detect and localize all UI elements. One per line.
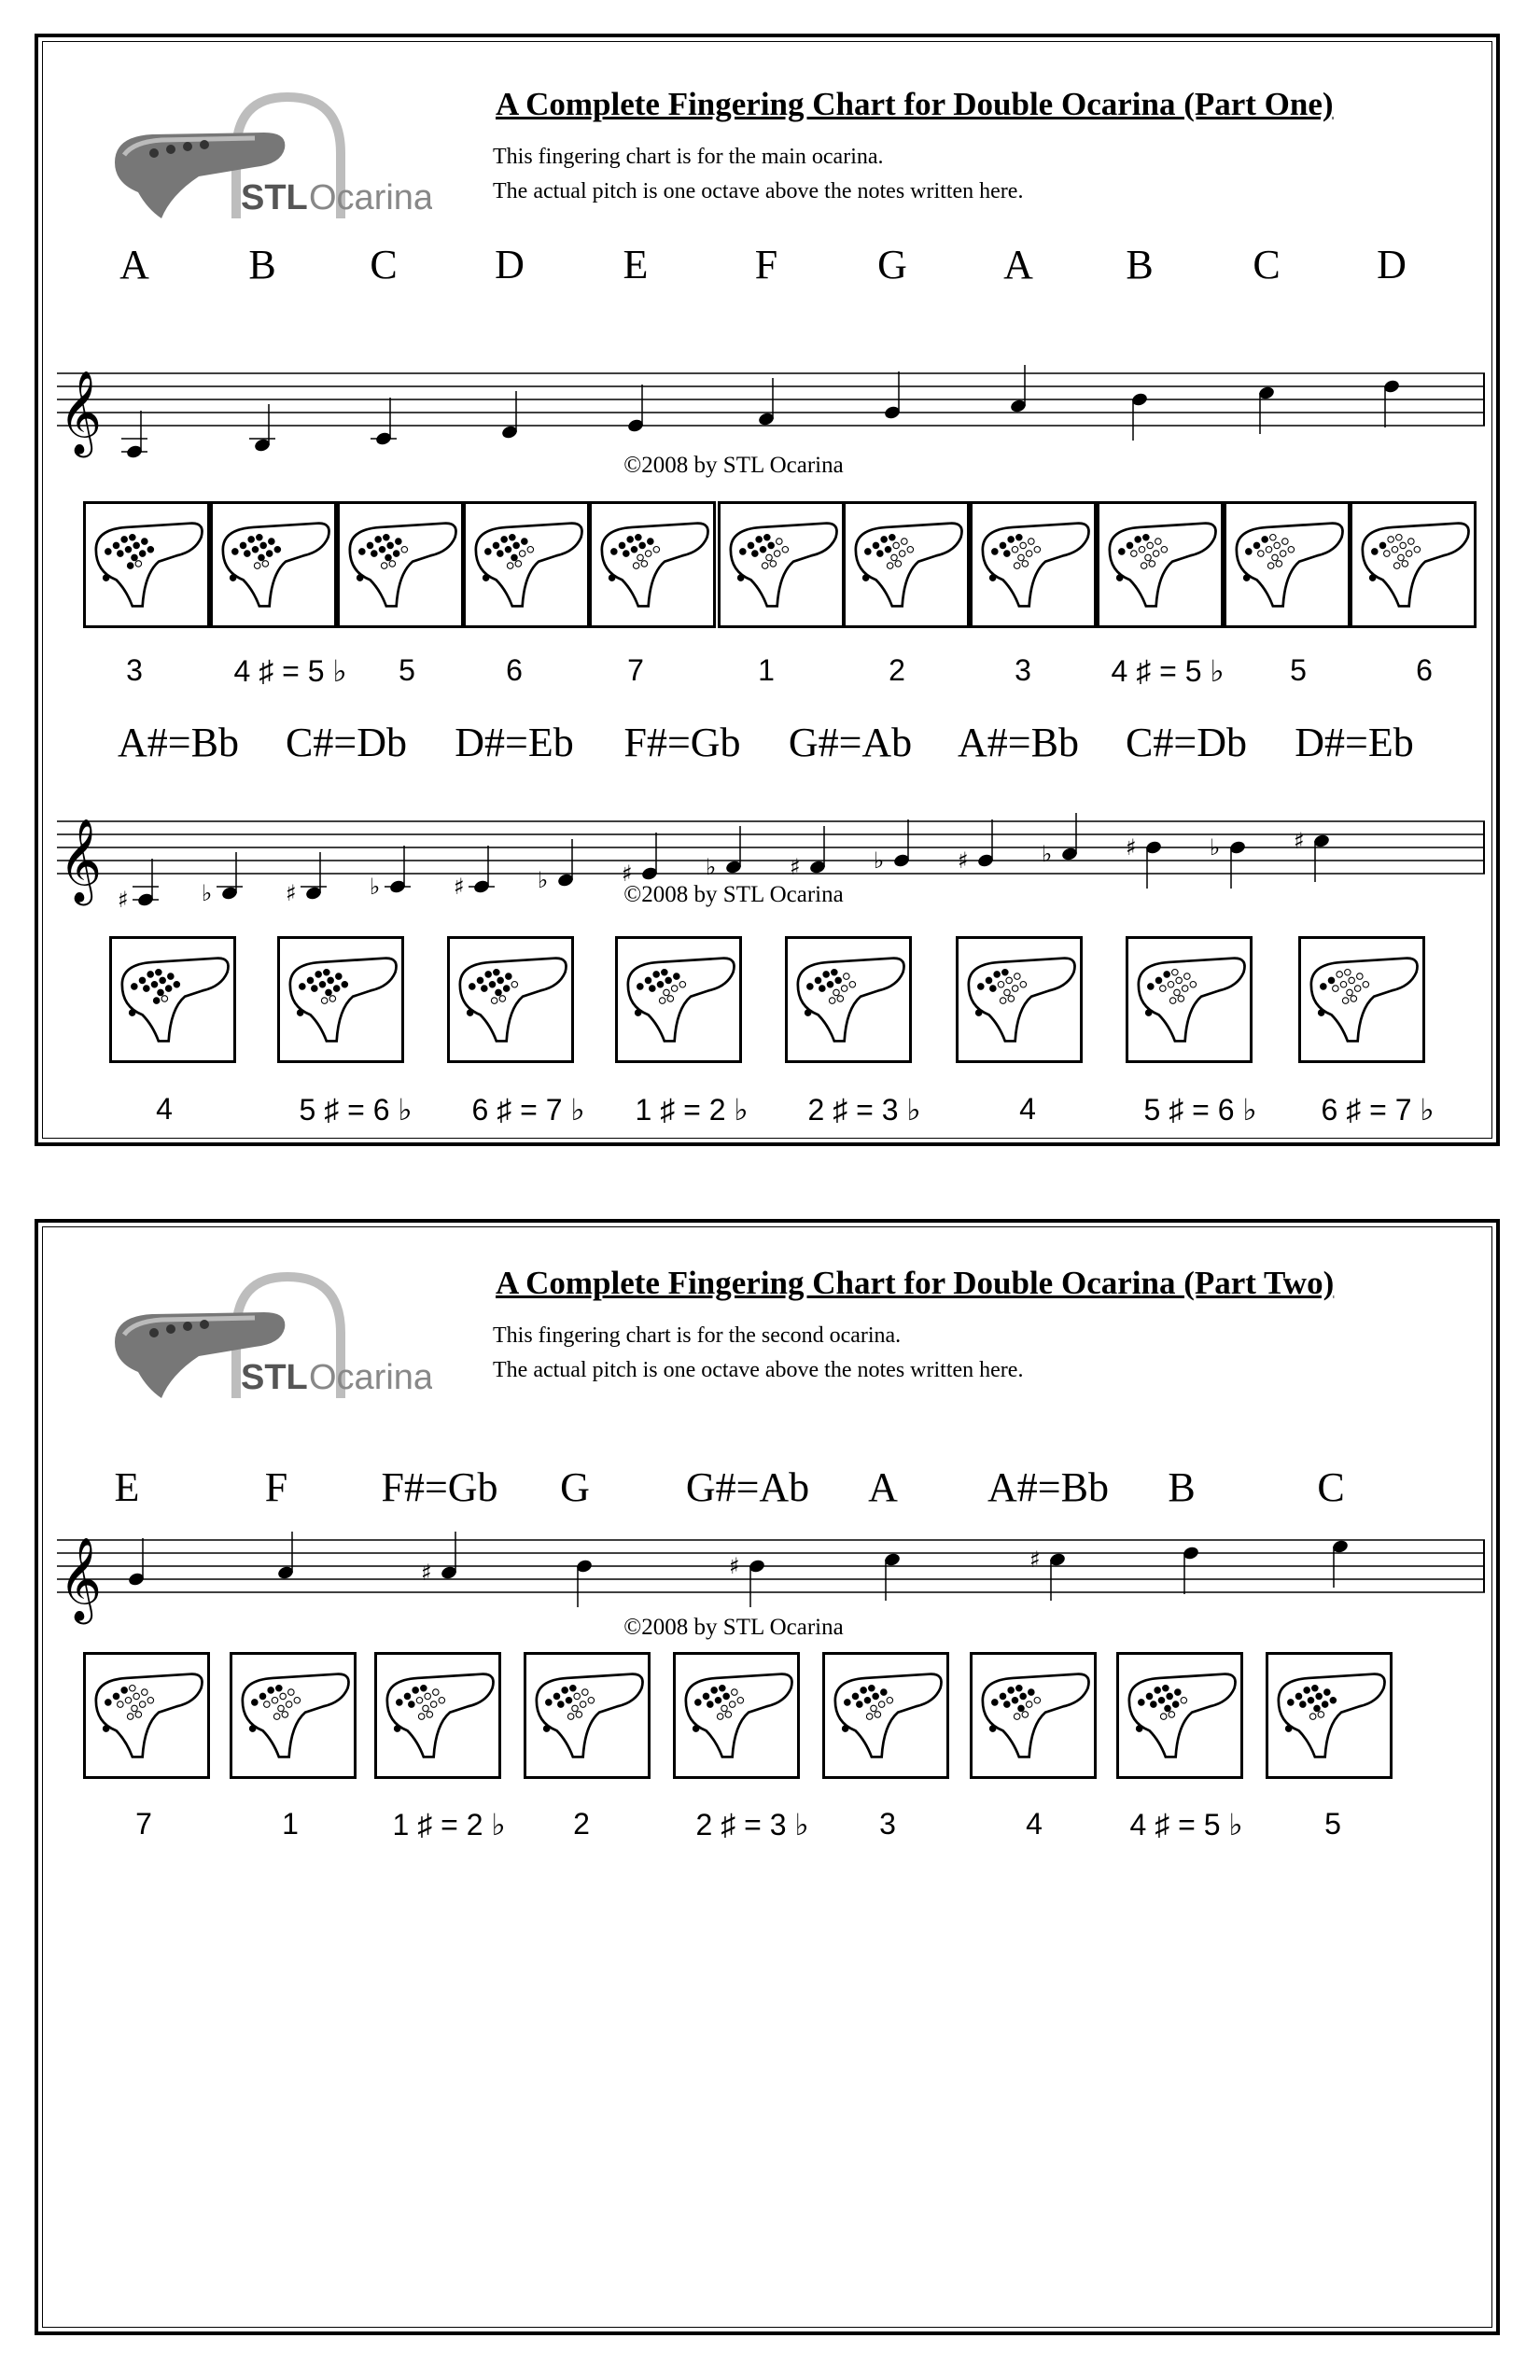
note-name-label: F#=Gb [381,1464,498,1510]
part-one-title: A Complete Fingering Chart for Double Ocarina (Part One) [496,86,1334,122]
fingering-box [673,1652,800,1779]
ocarina-fingering-icon [618,939,739,1060]
fingering-box [718,501,845,628]
svg-text:STL: STL [241,178,308,217]
ocarina-fingering-icon [1268,1655,1390,1776]
note-name-label: B [1168,1464,1196,1510]
note-name-label: A [868,1464,898,1510]
fingering-box [374,1652,501,1779]
jianpu-number: 5 [1290,653,1307,687]
sharp-icon: ♯ [729,1553,740,1579]
part-one-subtitle-line2: The actual pitch is one octave above the notes written here. [493,179,1024,203]
ocarina-fingering-icon [526,1655,648,1776]
note-name-label: F [754,242,778,287]
jianpu-number: 3 [879,1807,896,1841]
sharp-icon: ♯ [454,874,465,900]
jianpu-number: 6 ♯ = 7 ♭ [1321,1093,1435,1127]
note-name-label: E [623,242,649,287]
ocarina-fingering-icon [86,1655,207,1776]
ocarina-fingering-icon [86,504,207,625]
note-name-label: C [370,242,398,287]
fingering-box [956,936,1083,1063]
treble-clef-icon: 𝄞 [59,371,103,455]
part-two-subtitle-line1: This fingering chart is for the second ocarina. [493,1323,902,1348]
note-name-label: C#=Db [1126,720,1247,765]
fingering-box [83,1652,210,1779]
svg-text:Ocarina: Ocarina [309,1358,432,1397]
ocarina-fingering-icon [592,504,713,625]
ocarina-fingering-icon [466,504,587,625]
ocarina-fingering-icon [1099,504,1221,625]
jianpu-number: 5 [399,653,415,687]
fingering-box [230,1652,357,1779]
ocarina-fingering-icon [112,939,233,1060]
fingering-box [83,501,210,628]
jianpu-number: 4 [156,1092,173,1126]
treble-clef-icon: 𝄞 [59,1537,103,1621]
ocarina-fingering-icon [973,504,1094,625]
note-name-label: F#=Gb [623,720,741,765]
ocarina-fingering-icon [846,504,967,625]
sharp-icon: ♯ [790,854,801,880]
ocarina-fingering-icon [377,1655,498,1776]
flat-icon: ♭ [538,867,549,893]
flat-icon: ♭ [202,880,213,906]
ocarina-fingering-icon [825,1655,946,1776]
fingering-box [843,501,970,628]
ocarina-fingering-icon [213,504,334,625]
note-name-label: A#=Bb [118,720,239,765]
fingering-box [277,936,404,1063]
sharp-icon: ♯ [118,887,129,913]
note-name-label: G [877,242,907,287]
note-name-label: D [1377,242,1407,287]
note-name-label: E [114,1464,140,1510]
flat-icon: ♭ [706,854,717,880]
fingering-box [463,501,590,628]
sharp-icon: ♯ [1029,1547,1041,1573]
note-name-label: G [560,1464,590,1510]
note-name-label: B [248,242,276,287]
note-name-label: G#=Ab [685,1464,810,1510]
sharp-icon: ♯ [622,861,633,887]
svg-text:Ocarina: Ocarina [309,178,432,217]
jianpu-number: 6 [1416,653,1433,687]
note-name-label: D#=Eb [1295,720,1414,765]
part-two-panel [35,1219,1500,2335]
jianpu-number: 4 [1026,1807,1043,1841]
jianpu-number: 1 [282,1807,299,1841]
jianpu-number: 3 [126,653,143,687]
note-name-label: D [495,242,525,287]
part-two-copyright: ©2008 by STL Ocarina [623,1615,844,1640]
flat-icon: ♭ [874,847,885,874]
row2-copyright: ©2008 by STL Ocarina [623,882,844,907]
fingering-box [1266,1652,1393,1779]
jianpu-number: 4 ♯ = 5 ♭ [233,654,347,688]
flat-icon: ♭ [1210,834,1221,861]
ocarina-fingering-icon [340,504,461,625]
sharp-icon: ♯ [286,880,297,906]
fingering-box [785,936,912,1063]
ocarina-fingering-icon [788,939,909,1060]
note-name-label: G#=Ab [788,720,913,765]
jianpu-number: 6 ♯ = 7 ♭ [471,1093,585,1127]
fingering-box [109,936,236,1063]
fingering-box [970,1652,1097,1779]
jianpu-number: 5 ♯ = 6 ♭ [1143,1093,1257,1127]
fingering-box [524,1652,651,1779]
jianpu-number: 6 [506,653,523,687]
note-name-label: C [1253,242,1281,287]
fingering-box [1116,1652,1243,1779]
part-one-panel [35,34,1500,1146]
fingering-box [1097,501,1224,628]
note-name-label: C [1317,1464,1345,1510]
ocarina-fingering-icon [1352,504,1474,625]
stl-ocarina-logo [96,1258,432,1407]
fingering-box [447,936,574,1063]
jianpu-number: 1 ♯ = 2 ♭ [392,1808,506,1841]
ocarina-fingering-icon [280,939,401,1060]
ocarina-fingering-icon [232,1655,354,1776]
part-one-subtitle-line1: This fingering chart is for the main ocarina. [493,145,884,169]
jianpu-number: 5 [1324,1807,1341,1841]
fingering-box [1298,936,1425,1063]
ocarina-fingering-icon [721,504,842,625]
flat-icon: ♭ [370,874,381,900]
ocarina-fingering-icon [450,939,571,1060]
jianpu-number: 7 [135,1807,152,1841]
jianpu-number: 1 [758,653,775,687]
sharp-icon: ♯ [958,847,969,874]
row1-copyright: ©2008 by STL Ocarina [623,453,844,478]
jianpu-number: 3 [1015,653,1031,687]
part-two-title: A Complete Fingering Chart for Double Ocarina (Part Two) [496,1265,1335,1301]
jianpu-number: 4 ♯ = 5 ♭ [1111,654,1225,688]
jianpu-number: 1 ♯ = 2 ♭ [635,1093,749,1127]
flat-icon: ♭ [1042,841,1053,867]
ocarina-fingering-icon [676,1655,797,1776]
fingering-box [337,501,464,628]
note-name-label: A [119,242,149,287]
note-name-label: B [1126,242,1154,287]
note-name-label: A [1003,242,1033,287]
jianpu-number: 4 [1019,1092,1036,1126]
ocarina-fingering-icon [1128,939,1250,1060]
note-name-label: D#=Eb [455,720,574,765]
note-name-label: F [264,1464,288,1510]
note-name-label: A#=Bb [987,1464,1109,1510]
fingering-box [615,936,742,1063]
sharp-icon: ♯ [1126,834,1137,861]
jianpu-number: 7 [627,653,644,687]
jianpu-number: 4 ♯ = 5 ♭ [1129,1808,1243,1841]
sharp-icon: ♯ [1294,828,1305,854]
jianpu-number: 5 ♯ = 6 ♭ [299,1093,413,1127]
part-two-subtitle-line2: The actual pitch is one octave above the notes written here. [493,1358,1024,1382]
fingering-box [589,501,716,628]
fingering-box [210,501,337,628]
ocarina-fingering-icon [959,939,1080,1060]
fingering-box [1224,501,1351,628]
ocarina-fingering-icon [1226,504,1348,625]
ocarina-fingering-icon [973,1655,1094,1776]
treble-clef-icon: 𝄞 [59,819,103,903]
jianpu-number: 2 ♯ = 3 ♭ [807,1093,921,1127]
ocarina-fingering-icon [1301,939,1422,1060]
ocarina-fingering-icon [1119,1655,1240,1776]
jianpu-number: 2 [889,653,905,687]
svg-text:STL: STL [241,1358,308,1397]
jianpu-number: 2 [573,1807,590,1841]
fingering-box [1350,501,1477,628]
jianpu-number: 2 ♯ = 3 ♭ [695,1808,809,1841]
note-name-label: A#=Bb [958,720,1079,765]
fingering-box [1126,936,1253,1063]
sharp-icon: ♯ [421,1560,432,1586]
note-name-label: C#=Db [286,720,407,765]
stl-ocarina-logo [96,78,432,228]
fingering-box [822,1652,949,1779]
fingering-box [970,501,1097,628]
